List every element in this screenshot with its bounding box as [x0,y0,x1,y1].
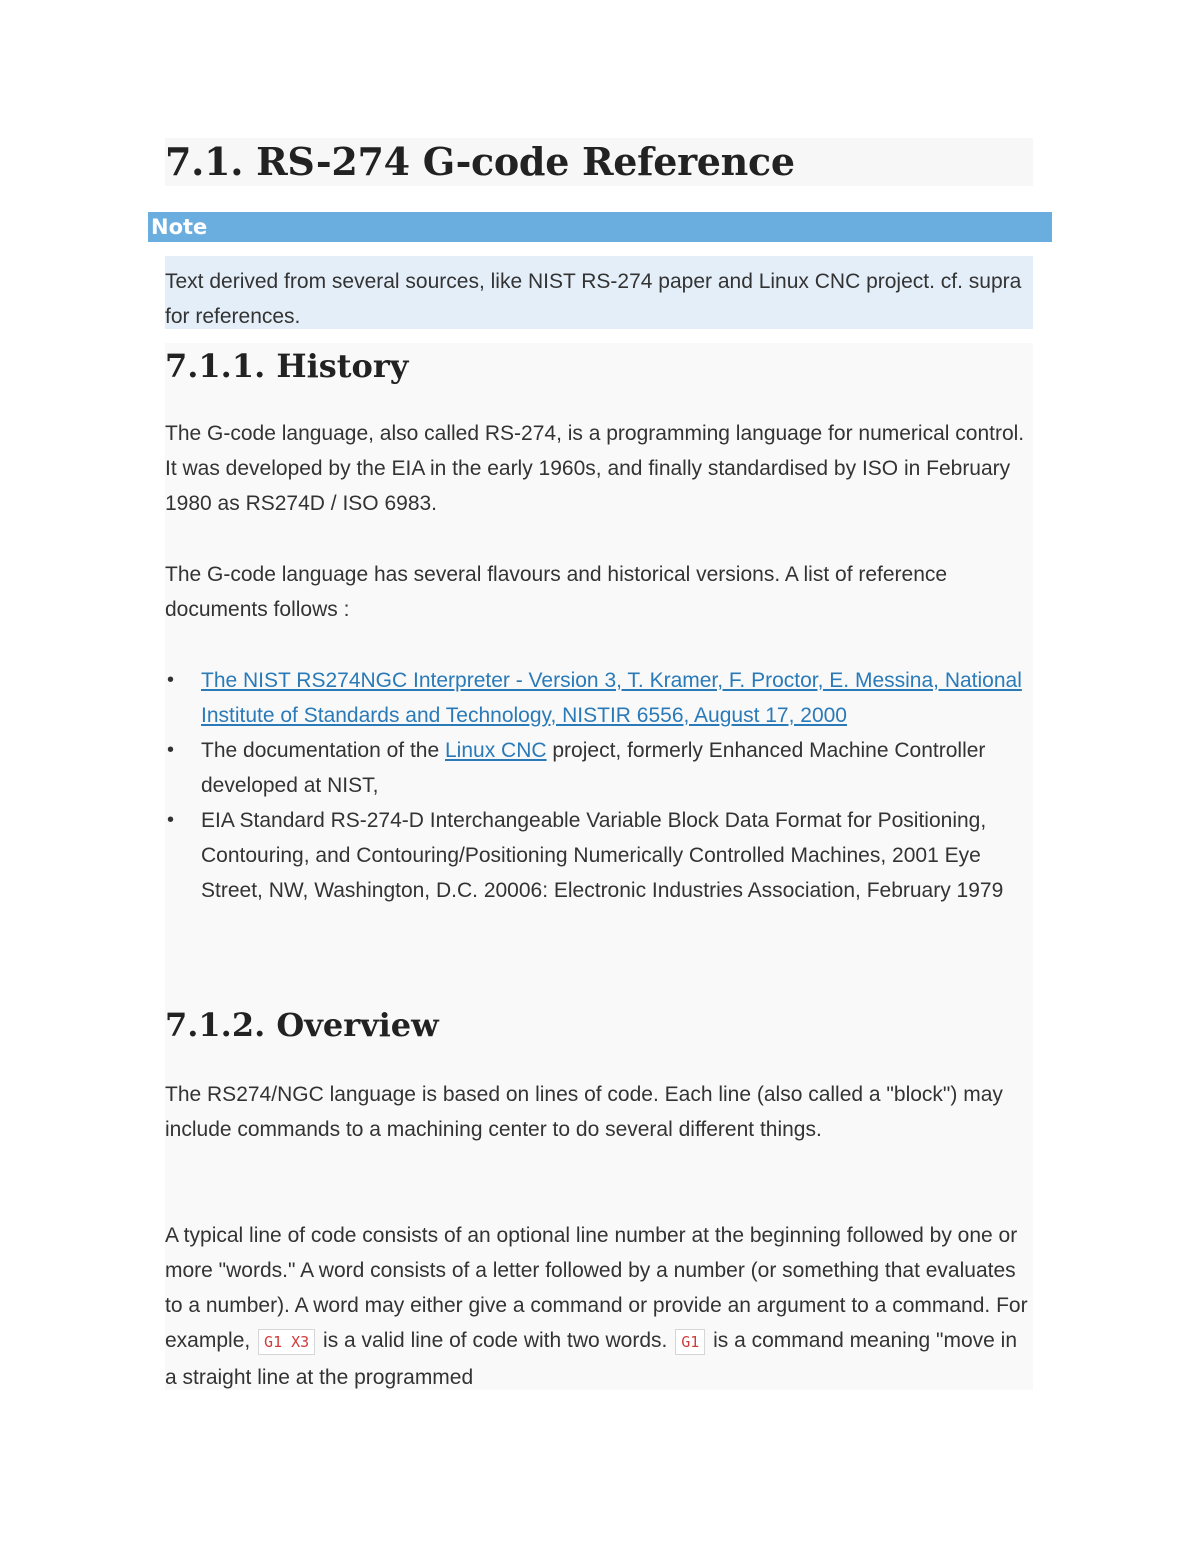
ref2-text-before: The documentation of the [201,739,445,762]
list-item [165,733,1033,803]
p4-text-3: is a command meaning "move in a straight line at the programmed [165,1329,1018,1389]
note-header [148,212,1052,242]
page-title: 7.1. RS-274 G-code Reference [165,139,795,184]
linux-cnc-link[interactable]: Linux CNC [445,739,547,762]
history-heading: 7.1.1. History [165,347,409,385]
bullet-icon: • [167,739,175,761]
history-paragraph-2: The G-code language has several flavours and historical versions. A list of reference documents follows : [165,563,948,621]
page-title-block [165,138,1033,186]
content-area [165,343,1033,1390]
overview-paragraph-2 [165,1218,1033,1395]
reference-list [165,663,1033,908]
history-paragraph-1: The G-code language, also called RS-274, is a programming language for numerical control. It was developed by the EIA in the early 1960s, and finally standardised by ISO in February 1980 as RS274D / ISO 6983. [165,422,1025,515]
note-body [165,256,1033,329]
code-sample-g1: G1 [675,1329,705,1355]
nist-interpreter-link[interactable]: The NIST RS274NGC Interpreter - Version 3, T. Kramer, F. Proctor, E. Messina, National Institute of Standards and Technology, NISTIR 6556, August 17, 2000 [201,669,1022,727]
p4-text-2: is a valid line of code with two words. [317,1329,674,1352]
ref2-text-after: project, formerly Enhanced Machine Controller developed at NIST, [201,739,986,797]
overview-heading: 7.1.2. Overview [165,1006,439,1044]
code-sample-g1-x3: G1 X3 [258,1329,315,1355]
list-item [165,803,1033,908]
bullet-icon: • [167,809,175,831]
note-label: Note [151,215,208,239]
p4-text-1: A typical line of code consists of an optional line number at the beginning followed by one or more "words." A word consists of a letter followed by a number (or something that evaluates to a number). A word may either give a command or provide an argument to a command. For example, [165,1224,1028,1352]
overview-paragraph-1: The RS274/NGC language is based on lines of code. Each line (also called a "block") may include commands to a machining center to do several different things. [165,1083,1003,1141]
bullet-icon: • [167,669,175,691]
list-item [165,663,1033,733]
note-text: Text derived from several sources, like NIST RS-274 paper and Linux CNC project. cf. supra for references. [165,270,1022,328]
ref3-text: EIA Standard RS-274-D Interchangeable Variable Block Data Format for Positioning, Contouring, and Contouring/Positioning Numerically Controlled Machines, 2001 Eye Street, NW, Washington, D.C. 20006: Electronic Industries Association, February 1979 [201,809,1004,902]
